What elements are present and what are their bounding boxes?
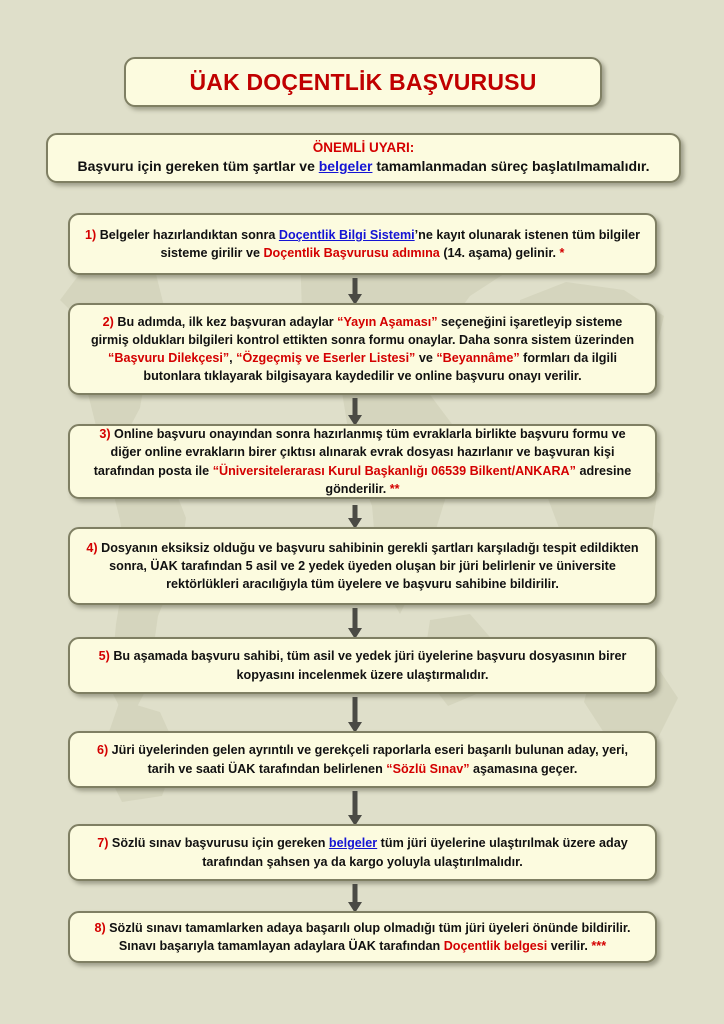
body-text: Sözlü sınavı tamamlarken adaya başarılı olup olmadığı tüm jüri üyeleri önünde bildirilir. Sınavı başarıyla tamamlayan adaylara ÜAK tarafından [105,920,631,953]
step-text [83,226,642,263]
step-text [83,647,642,684]
body-text: Dosyanın eksiksiz olduğu ve başvuru sahibinin gerekli şartları karşıladığı tespit edildikten sonra, ÜAK tarafından 5 asil ve 2 yedek üyeden oluşan bir jüri belirlenir ve üniversite rektörlükleri aracılığıyla tüm üyelere ve başvuru sahibine bildirilir. [97,540,639,592]
step-number: 7) [97,836,109,851]
body-text: , [229,351,237,365]
step-box-1 [68,213,657,275]
flow-arrow [348,884,362,913]
step-number: 8) [94,920,106,935]
inline-link[interactable]: belgeler [328,836,378,851]
body-text: verilir. [547,939,592,953]
step-box-4 [68,527,657,605]
body-text: aşamasına geçer. [469,761,578,776]
step-box-3 [68,424,657,499]
footnote-marker: *** [591,939,607,953]
body-text: Online başvuru onayından sonra hazırlanmış tüm evraklarla birlikte başvuru formu ve diğer online evrakların birer çıktısı alınarak evrak dosyası hazırlanır ve başvuran kişi tarafından posta ile [93,427,626,478]
emphasis-red: “Başvuru Dilekçesi” [108,351,230,365]
step-number: 2) [102,314,114,329]
body-text: Sözlü sınav başvurusu için gereken [108,836,329,851]
step-text [83,539,642,594]
footnote-marker: * [559,246,565,260]
body-text: formları da ilgili butonlara tıklayarak bilgisayara kaydedilir ve online başvuru onayı verilir. [143,351,617,384]
flow-arrow [348,608,362,639]
step-box-2 [68,303,657,395]
emphasis-red: “Yayın Aşaması” [337,314,438,329]
body-text: tüm jüri üyelerine ulaştırılmak üzere aday tarafından şahsen ya da kargo yoluyla ulaştırılmalıdır. [202,836,628,869]
emphasis-red: “Özgeçmiş ve Eserler Listesi” [236,351,416,365]
footnote-marker: ** [389,481,400,496]
step-box-6 [68,731,657,788]
important-warning-box [46,133,681,183]
body-text: seçeneğini işaretleyip sisteme girmiş oldukları bilgileri kontrol ettikten sonra formu onaylar. Daha sonra sistem üzerinden [90,314,635,347]
warning-body [78,157,650,175]
emphasis-red: “Beyannâme” [436,351,520,365]
body-text: adresine gönderilir. [325,463,632,496]
body-text: ’ne kayıt olunarak istenen tüm bilgiler sisteme girilir ve [160,227,640,260]
step-number: 1) [85,227,97,242]
warning-text-before-link: Başvuru için gereken tüm şartlar ve [77,158,319,175]
step-number: 5) [98,649,110,664]
flow-arrow [348,398,362,426]
body-text: ve [415,351,437,365]
warning-text-after-link: tamamlanmadan süreç başlatılmamalıdır. [372,158,650,175]
emphasis-red: “Sözlü Sınav” [386,761,470,776]
step-text [83,313,642,386]
document-title-box [124,57,602,107]
step-text [83,834,642,871]
flow-arrow [348,278,362,305]
step-number: 6) [96,743,109,758]
emphasis-red: “Üniversitelerarası Kurul Başkanlığı 06539 Bilkent/ANKARA” [212,463,576,478]
warning-heading: ÖNEMLİ UYARI: [312,140,415,156]
belgeler-link-warning[interactable]: belgeler [318,158,373,175]
body-text: Bu adımda, ilk kez başvuran adaylar [113,314,338,329]
step-box-5 [68,637,657,694]
emphasis-red: Doçentlik Başvurusu adımına [263,246,440,260]
step-text [83,919,642,956]
step-number: 4) [86,540,98,555]
inline-link[interactable]: Doçentlik Bilgi Sistemi [278,227,415,242]
body-text: Bu aşamada başvuru sahibi, tüm asil ve yedek jüri üyelerine başvuru dosyasının birer kopyasını incelenmek üzere ulaştırmalıdır. [109,649,627,682]
emphasis-red: Doçentlik belgesi [443,939,548,953]
body-text: (14. aşama) gelinir. [439,246,560,260]
step-text [83,425,642,498]
step-box-8 [68,911,657,963]
flow-arrow [348,791,362,826]
flow-arrow [348,505,362,529]
body-text: Jüri üyelerinden gelen ayrıntılı ve gerekçeli raporlarla eseri başarılı bulunan aday, yeri, tarih ve saati ÜAK tarafından belirlenen [108,743,629,776]
step-box-7 [68,824,657,881]
step-text [83,741,642,778]
page-title: ÜAK DOÇENTLİK BAŞVURUSU [189,68,537,95]
step-number: 3) [99,427,111,441]
flow-arrow [348,697,362,733]
body-text: Belgeler hazırlandıktan sonra [96,227,279,242]
